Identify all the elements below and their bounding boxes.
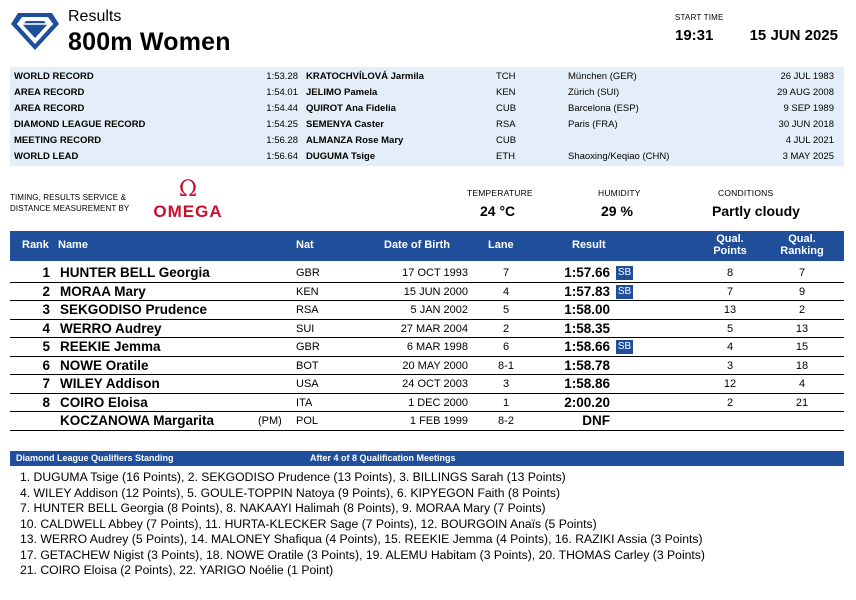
record-nat: TCH (496, 71, 516, 82)
record-row (10, 85, 844, 101)
row-dob: 24 OCT 2003 (402, 378, 468, 390)
humidity-label: HUMIDITY (598, 188, 641, 198)
row-result: 1:58.00 (564, 302, 610, 317)
row-rank: 2 (42, 283, 50, 299)
standings-line: 1. DUGUMA Tsige (16 Points), 2. SEKGODISO Prudence (13 Points), 3. BILLINGS Sarah (13 Points) (20, 470, 566, 484)
record-athlete: SEMENYA Caster (306, 119, 384, 130)
row-name: WILEY Addison (60, 376, 160, 391)
row-nat: GBR (296, 267, 320, 279)
row-qual-ranking: 21 (795, 396, 809, 409)
row-rank: 8 (42, 394, 50, 410)
record-date: 4 JUL 2021 (785, 135, 834, 146)
row-nat: ITA (296, 396, 313, 409)
header-dob: Date of Birth (384, 239, 450, 251)
record-time: 1:56.28 (266, 135, 298, 146)
timing-credit (10, 192, 129, 214)
header-nat: Nat (296, 239, 314, 251)
timing-credit-line2: DISTANCE MEASUREMENT BY (10, 204, 130, 213)
row-qual-points: 13 (723, 304, 737, 316)
row-dob: 27 MAR 2004 (400, 322, 468, 335)
header-qual-ranking-line2: Ranking (780, 245, 824, 257)
row-lane: 4 (502, 285, 510, 298)
row-dob: 20 MAY 2000 (402, 359, 468, 372)
record-row (10, 149, 844, 165)
row-qual-points: 2 (726, 396, 734, 409)
record-row (10, 101, 844, 117)
row-qual-ranking: 9 (798, 285, 806, 298)
standings-line: 7. HUNTER BELL Georgia (8 Points), 8. NAKAAYI Halimah (8 Points), 9. MORAA Mary (7 Points) (20, 501, 546, 515)
omega-symbol-icon: Ω (178, 177, 198, 202)
standings-line: 4. WILEY Addison (12 Points), 5. GOULE-TOPPIN Natoya (9 Points), 6. KIPYEGON Faith (8 Points) (20, 485, 561, 500)
row-nat: RSA (296, 304, 319, 316)
row-qual-points: 4 (726, 341, 734, 353)
row-name: HUNTER BELL Georgia (60, 265, 210, 280)
record-row (10, 69, 844, 85)
record-nat: RSA (496, 119, 516, 130)
record-date: 26 JUL 1983 (780, 71, 834, 82)
conditions-value: Partly cloudy (712, 203, 800, 219)
header-lane: Lane (488, 239, 514, 251)
row-rank: 6 (42, 357, 50, 373)
row-nat: BOT (296, 359, 319, 372)
row-lane: 8-1 (498, 359, 514, 372)
row-result: 1:57.83 (564, 283, 610, 299)
row-result: 1:58.66 (564, 339, 610, 354)
row-qual-ranking: 18 (795, 359, 809, 372)
standings-header (10, 451, 844, 466)
temperature-value: 24 °C (480, 203, 516, 219)
record-date: 29 AUG 2008 (776, 87, 834, 98)
row-qual-points: 12 (723, 378, 737, 390)
row-rank: 4 (42, 320, 50, 336)
record-date: 3 MAY 2025 (782, 151, 834, 162)
results-label: Results (68, 8, 122, 25)
standings-line: 17. GETACHEW Nigist (3 Points), 18. NOWE Oratile (3 Points), 19. ALEMU Habitam (3 Points), 20. THOMAS Carley (3 Points) (20, 547, 705, 562)
row-result: 1:58.35 (564, 320, 610, 336)
row-lane: 1 (502, 396, 510, 409)
row-dob: 1 FEB 1999 (409, 415, 468, 427)
record-athlete: JELIMO Pamela (306, 87, 378, 98)
record-venue: Barcelona (ESP) (568, 103, 639, 114)
row-name: WERRO Audrey (60, 320, 162, 336)
record-athlete: ALMANZA Rose Mary (306, 135, 404, 146)
row-name: COIRO Eloisa (60, 394, 148, 410)
standings-list (20, 470, 705, 579)
table-row (10, 338, 844, 357)
standings-line: 13. WERRO Audrey (5 Points), 14. MALONEY Shafiqua (4 Points), 15. REEKIE Jemma (4 Points), 16. RAZIKI Assia (3 Points) (20, 532, 703, 546)
row-dob: 5 JAN 2002 (410, 304, 468, 316)
humidity-value: 29 % (601, 203, 633, 219)
header-qual-points-line2: Points (713, 245, 747, 257)
row-qual-ranking: 15 (795, 341, 809, 353)
row-dob: 6 MAR 1998 (406, 341, 468, 353)
row-qual-points: 8 (726, 267, 734, 279)
record-name: AREA RECORD (14, 87, 85, 98)
row-name: NOWE Oratile (60, 357, 149, 373)
row-rank: 1 (42, 265, 50, 280)
record-date: 9 SEP 1989 (783, 103, 834, 114)
row-rank: 3 (42, 302, 50, 317)
record-nat: CUB (496, 103, 517, 114)
standings-title: Diamond League Qualifiers Standing (16, 453, 174, 463)
diamond-league-logo-icon (10, 10, 60, 52)
row-dob: 17 OCT 1993 (402, 267, 468, 279)
row-nat: USA (296, 378, 319, 390)
row-nat: KEN (296, 285, 319, 298)
season-best-badge: SB (617, 267, 632, 278)
table-row (10, 301, 844, 320)
record-venue: Paris (FRA) (568, 119, 618, 130)
table-row (10, 375, 844, 394)
record-venue: München (GER) (568, 71, 637, 82)
start-date: 15 JUN 2025 (749, 27, 838, 44)
pacemaker-tag: (PM) (258, 415, 282, 427)
table-row (10, 357, 844, 376)
row-result: 1:58.86 (564, 376, 610, 391)
standings-line: 10. CALDWELL Abbey (7 Points), 11. HURTA-KLECKER Sage (7 Points), 12. BOURGOIN Anaïs (5 Points) (20, 516, 597, 531)
record-time: 1:53.28 (266, 71, 298, 82)
season-best-badge: SB (617, 285, 632, 297)
results-table-header (10, 231, 844, 261)
record-name: WORLD RECORD (14, 71, 94, 82)
row-name: REEKIE Jemma (60, 339, 161, 354)
row-dob: 15 JUN 2000 (403, 285, 468, 298)
row-qual-ranking: 4 (798, 378, 806, 390)
row-nat: POL (296, 415, 319, 427)
record-nat: ETH (496, 151, 515, 162)
record-athlete: DUGUMA Tsige (306, 151, 376, 162)
row-qual-points: 3 (726, 359, 734, 372)
table-row (10, 394, 844, 413)
header-qual-ranking (772, 233, 832, 257)
conditions-label: CONDITIONS (718, 188, 774, 198)
record-time: 1:54.01 (266, 87, 298, 98)
record-athlete: KRATOCHVÍLOVÁ Jarmila (306, 71, 424, 82)
row-name: KOCZANOWA Margarita (60, 413, 215, 428)
omega-logo (142, 178, 234, 224)
row-lane: 8-2 (498, 415, 514, 427)
standings-line: 21. COIRO Eloisa (2 Points), 22. YARIGO Noélie (1 Point) (20, 563, 334, 577)
record-name: MEETING RECORD (14, 135, 102, 146)
record-time: 1:56.64 (266, 151, 298, 162)
table-row (10, 412, 844, 431)
row-rank: 7 (42, 376, 50, 391)
row-qual-points: 7 (726, 285, 734, 298)
record-nat: CUB (496, 135, 517, 146)
header-result: Result (572, 239, 606, 251)
row-name: MORAA Mary (60, 283, 146, 299)
header-name: Name (58, 239, 88, 251)
row-result: 1:57.66 (564, 265, 610, 280)
record-time: 1:54.25 (266, 119, 298, 130)
row-dob: 1 DEC 2000 (408, 396, 468, 409)
timing-credit-line1: TIMING, RESULTS SERVICE & (10, 193, 127, 202)
row-lane: 5 (502, 304, 510, 316)
row-qual-ranking: 7 (798, 267, 806, 279)
record-nat: KEN (496, 87, 516, 98)
header-qual-points (700, 233, 760, 257)
row-lane: 6 (502, 341, 510, 353)
row-nat: SUI (296, 322, 315, 335)
record-date: 30 JUN 2018 (778, 119, 834, 130)
omega-wordmark: OMEGA (153, 202, 223, 221)
record-venue: Zürich (SUI) (568, 87, 620, 98)
record-athlete: QUIROT Ana Fidelia (306, 103, 396, 114)
record-name: WORLD LEAD (14, 151, 79, 162)
header-qual-points-line1: Qual. (716, 233, 744, 245)
records-box (10, 67, 844, 166)
event-title: 800m Women (68, 28, 231, 56)
record-row (10, 117, 844, 133)
row-name: SEKGODISO Prudence (60, 302, 208, 317)
start-time-label: START TIME (675, 13, 724, 22)
row-lane: 2 (502, 322, 510, 335)
row-qual-points: 5 (726, 322, 734, 335)
header-qual-ranking-line1: Qual. (788, 233, 816, 245)
header-rank: Rank (22, 239, 49, 251)
season-best-badge: SB (617, 341, 632, 352)
row-rank: 5 (42, 339, 50, 354)
table-row (10, 283, 844, 302)
row-result: DNF (582, 413, 610, 428)
start-time: 19:31 (675, 27, 714, 44)
row-qual-ranking: 13 (795, 322, 809, 335)
row-result: 2:00.20 (564, 394, 610, 410)
record-name: DIAMOND LEAGUE RECORD (14, 119, 146, 130)
standings-subtitle: After 4 of 8 Qualification Meetings (310, 453, 456, 463)
temperature-label: TEMPERATURE (467, 188, 533, 198)
row-nat: GBR (296, 341, 320, 353)
row-result: 1:58.78 (564, 357, 610, 373)
record-row (10, 133, 844, 149)
row-qual-ranking: 2 (798, 304, 806, 316)
table-row (10, 320, 844, 339)
row-lane: 3 (502, 378, 510, 390)
table-row (10, 264, 844, 283)
record-venue: Shaoxing/Keqiao (CHN) (568, 151, 670, 162)
record-name: AREA RECORD (14, 103, 85, 114)
row-lane: 7 (502, 267, 510, 279)
record-time: 1:54.44 (266, 103, 298, 114)
